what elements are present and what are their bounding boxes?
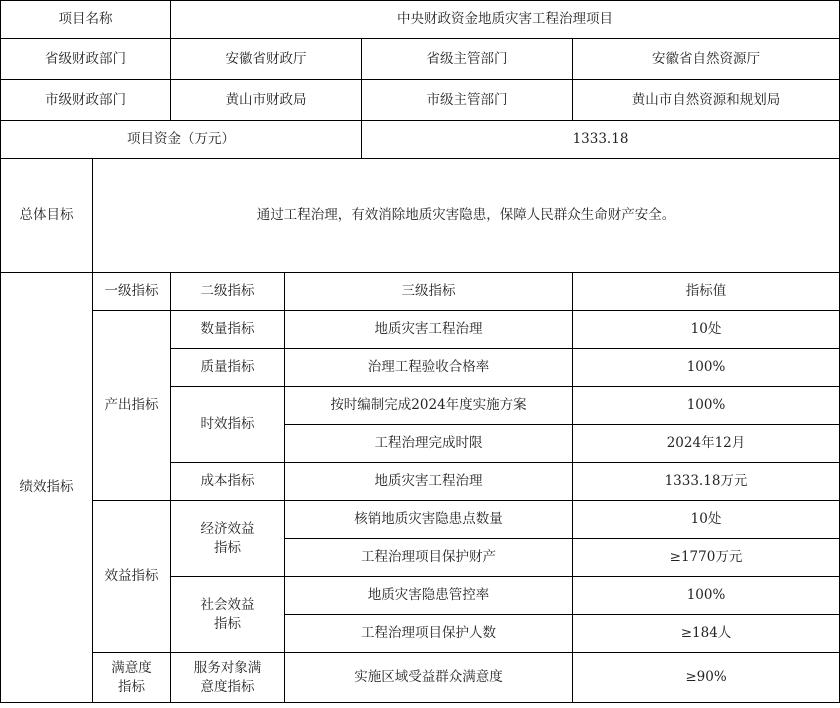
economic-benefit-label-line2: 指标	[214, 539, 241, 556]
overall-goal-row	[1, 159, 840, 273]
indicator-name: 治理工程验收合格率	[285, 349, 573, 387]
indicator-value: 2024年12月	[573, 425, 840, 463]
table-row	[1, 311, 840, 349]
indicator-name: 地质灾害工程治理	[285, 463, 573, 501]
indicator-value: 100%	[573, 387, 840, 425]
project-name-row	[1, 1, 840, 39]
indicator-name: 工程治理完成时限	[285, 425, 573, 463]
level2-header: 二级指标	[171, 273, 285, 311]
economic-benefit-label-line1: 经济效益	[200, 520, 255, 537]
indicator-name: 工程治理项目保护人数	[285, 615, 573, 653]
indicator-value-header: 指标值	[573, 273, 840, 311]
social-benefit-label-line2: 指标	[214, 615, 241, 632]
indicator-name: 核销地质灾害隐患点数量	[285, 501, 573, 539]
fund-value: 1333.18	[362, 121, 840, 159]
prov-finance-label: 省级财政部门	[1, 39, 171, 80]
table-row	[1, 653, 840, 703]
fund-row	[1, 121, 840, 159]
indicator-value: 1333.18万元	[573, 463, 840, 501]
service-satisfaction-label	[171, 653, 285, 703]
city-dept-label: 市级主管部门	[362, 80, 573, 121]
indicator-value: ≥90%	[573, 653, 840, 703]
economic-benefit-label	[171, 501, 285, 577]
indicator-header-row	[1, 273, 840, 311]
overall-goal-text: 通过工程治理，有效消除地质灾害隐患，保障人民群众生命财产安全。	[93, 159, 840, 273]
indicator-value: ≥1770万元	[573, 539, 840, 577]
quantity-indicator-label: 数量指标	[171, 311, 285, 349]
performance-indicators-label: 绩效指标	[1, 273, 93, 703]
table-row	[1, 501, 840, 539]
indicator-value: ≥184人	[573, 615, 840, 653]
city-finance-value: 黄山市财政局	[171, 80, 362, 121]
city-row	[1, 80, 840, 121]
project-name-label: 项目名称	[1, 1, 171, 39]
indicator-name: 地质灾害工程治理	[285, 311, 573, 349]
cost-indicator-label: 成本指标	[171, 463, 285, 501]
prov-finance-value: 安徽省财政厅	[171, 39, 362, 80]
city-finance-label: 市级财政部门	[1, 80, 171, 121]
service-satisfaction-line1: 服务对象满	[193, 659, 262, 676]
indicator-value: 100%	[573, 349, 840, 387]
prov-dept-value: 安徽省自然资源厅	[573, 39, 840, 80]
satisfaction-indicator-label	[93, 653, 171, 703]
service-satisfaction-line2: 意度指标	[200, 678, 255, 695]
social-benefit-label	[171, 577, 285, 653]
satisfaction-label-line2: 指标	[118, 678, 145, 695]
prov-dept-label: 省级主管部门	[362, 39, 573, 80]
timeliness-indicator-label: 时效指标	[171, 387, 285, 463]
provincial-row	[1, 39, 840, 80]
project-name-value: 中央财政资金地质灾害工程治理项目	[171, 1, 840, 39]
overall-goal-label: 总体目标	[1, 159, 93, 273]
quality-indicator-label: 质量指标	[171, 349, 285, 387]
city-dept-value: 黄山市自然资源和规划局	[573, 80, 840, 121]
indicator-value: 10处	[573, 501, 840, 539]
fund-label: 项目资金（万元）	[1, 121, 362, 159]
indicator-value: 10处	[573, 311, 840, 349]
level1-header: 一级指标	[93, 273, 171, 311]
satisfaction-label-line1: 满意度	[111, 659, 152, 676]
indicator-name: 实施区域受益群众满意度	[285, 653, 573, 703]
benefit-indicator-label: 效益指标	[93, 501, 171, 653]
output-indicator-label: 产出指标	[93, 311, 171, 501]
indicator-value: 100%	[573, 577, 840, 615]
social-benefit-label-line1: 社会效益	[200, 596, 255, 613]
indicator-name: 按时编制完成2024年度实施方案	[285, 387, 573, 425]
level3-header: 三级指标	[285, 273, 573, 311]
indicator-name: 地质灾害隐患管控率	[285, 577, 573, 615]
indicator-name: 工程治理项目保护财产	[285, 539, 573, 577]
